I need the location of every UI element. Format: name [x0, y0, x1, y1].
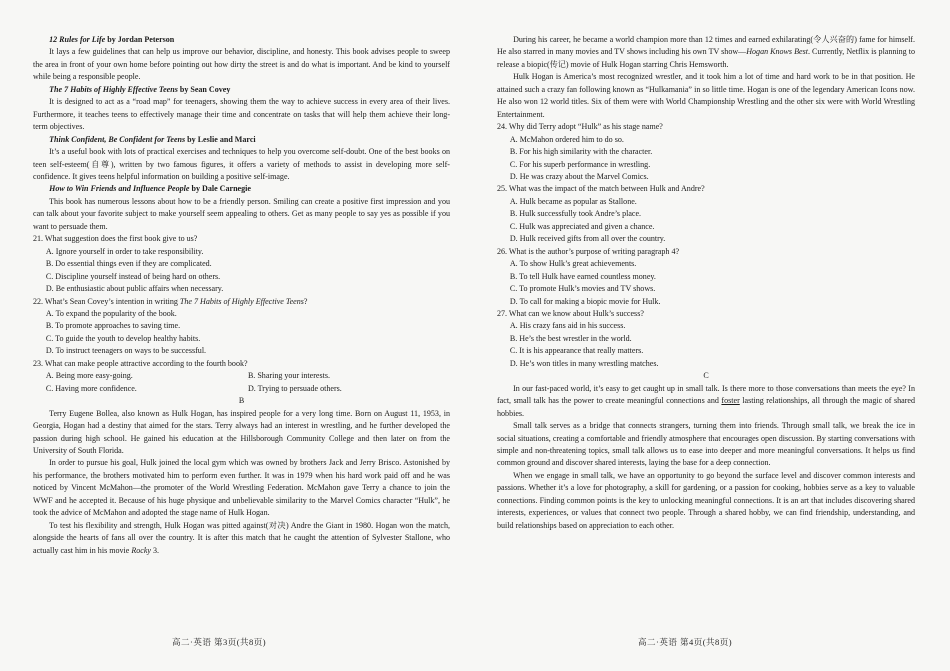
question-22-book: The 7 Habits of Highly Effective Teens	[179, 296, 304, 306]
option-27d: D. He’s won titles in many wrestling matches.	[509, 358, 659, 368]
option-27c: C. It is his appearance that really matters.	[509, 346, 644, 356]
page-footer-left: 高二·英语 第3页(共8页)	[172, 637, 267, 647]
question-21: 21. What suggestion does the first book give to us?	[33, 234, 198, 244]
question-26: 26. What is the author’s purpose of writing paragraph 4?	[497, 246, 680, 256]
passage-b-para2: In order to pursue his goal, Hulk joined the local gym which was owned by brothers Jack and Jerry Brisco. Astonished by his performance, the brothers motivated him to perform even further. It was in 1979 when his hard work paid off and he was noticed by Vincent McMahon—the promoter of the World Wrestling Federation. McMahon gave Terry a chance to join the WWF and he accepted it. Because of his huge physique and unbelievable similarity to the Marvel Comics character “Hulk”, he took the advice of McMahon and adopted the stage name of Hulk Hogan.	[33, 458, 450, 518]
passage-b-para3	[33, 520, 450, 557]
book3-heading	[33, 134, 450, 146]
option-25d: D. Hulk received gifts from all over the country.	[509, 234, 666, 244]
passage-b-para5: Hulk Hogan is America’s most recognized wrestler, and it took him a lot of time and hard work to be in that position. He attained such a crazy fan following known as “Hulkamania” in so little time. Hogan is one of the legendary American Icons now. He also won 12 world titles. Six of them were with World Championship Wrestling and the other six were with World Wrestling Entertainment.	[497, 72, 915, 119]
question-27: 27. What can we know about Hulk’s success?	[497, 308, 644, 318]
passage-b-para4-text: During his career, he became a world champion more than 12 times and earned exhilarating(令人兴奋的) fame for himself. He also starred in many movies and TV shows including his own TV show—	[497, 35, 915, 57]
passage-c-para1-text: In our fast-paced world, it’s easy to get caught up in small talk. Is there more to those conversations than meets the eye? In fact, small talk has the power to create meaningful connections and	[497, 383, 915, 406]
passage-b-para1: Terry Eugene Bollea, also known as Hulk Hogan, has inspired people for a very long time. Born on August 11, 1953, in Georgia, Hogan had a destiny that aimed for the stars. Terry always had an interest in wrestling, and he further developed the passion during high school. He gained his education at the Hillsborough Community College and then later on from the University of South Florida.	[33, 408, 450, 455]
option-24a: A. McMahon ordered him to do so.	[509, 134, 624, 144]
option-26a: A. To show Hulk’s great achievements.	[509, 259, 637, 269]
option-26c: C. To promote Hulk’s movies and TV shows.	[509, 284, 656, 294]
option-24b: B. For his high similarity with the character.	[509, 147, 653, 157]
option-21b: B. Do essential things even if they are complicated.	[45, 259, 212, 269]
book2-author: by Sean Covey	[177, 84, 231, 94]
option-24c: C. For his superb performance in wrestling.	[509, 159, 651, 169]
book2-heading	[33, 84, 450, 96]
option-21a: A. Ignore yourself in order to take responsibility.	[45, 246, 204, 256]
passage-b-para4	[497, 34, 915, 71]
page-footer-right: 高二·英语 第4页(共8页)	[638, 637, 733, 647]
movie-title: Rocky	[131, 545, 151, 555]
option-22a: A. To expand the popularity of the book.	[45, 308, 177, 318]
option-25c: C. Hulk was appreciated and given a chance.	[509, 221, 655, 231]
book2-text: It is designed to act as a “road map” for teenagers, showing them the way to achieve success in every area of their lives. Furthermore, it teaches teens to effectively manage their time and concentrate on tasks that will help them achieve their long-term objectives.	[33, 97, 450, 132]
passage-c-para1	[497, 383, 915, 420]
passage-b-para4-end: . Currently, Netflix is planning to release a biopic(传记) movie of Hulk Hogan starring Chris Hemsworth.	[497, 47, 915, 69]
question-22-text: 22. What’s Sean Covey’s intention in writing	[33, 296, 180, 306]
book3-author: by Leslie and Marci	[185, 134, 256, 144]
option-24d: D. He was crazy about the Marvel Comics.	[509, 171, 649, 181]
book4-heading	[33, 183, 450, 195]
options-23-row2	[33, 383, 450, 395]
option-22c: C. To guide the youth to develop healthy habits.	[45, 333, 201, 343]
left-column	[33, 34, 450, 557]
right-column	[497, 34, 915, 532]
passage-c-para3: When we engage in small talk, we have an opportunity to go beyond the surface level and discover common interests and passions. Whether it’s a love for photography, a skill for gardening, or a passion for cooking, hobbies serve as a key to valuable connections. Finding common points is the key to unlocking meaningful connections. It is an art that includes discovering shared interests, experiences, or values that connect two people. Through a shared hobby, we can find friendship, understanding, and build relationships based on appreciation to each other.	[497, 470, 915, 530]
book4-text: This book has numerous lessons about how to be a friendly person. Smiling can create a positive first impression and you can talk about your favorite subject to make yourself seem appealing to others. Get as many people to say yes as possible if you want to persuade them.	[33, 196, 450, 231]
option-26d: D. To call for making a biopic movie for Hulk.	[509, 296, 661, 306]
book4-author: by Dale Carnegie	[189, 184, 251, 194]
book2-title: The 7 Habits of Highly Effective Teens	[49, 84, 178, 94]
option-23d: D. Trying to persuade others.	[247, 383, 342, 393]
option-22d: D. To instruct teenagers on ways to be successful.	[45, 346, 207, 356]
option-26b: B. To tell Hulk have earned countless money.	[509, 271, 656, 281]
question-25: 25. What was the impact of the match between Hulk and Andre?	[497, 184, 705, 194]
passage-b-para3-text: To test his flexibility and strength, Hulk Hogan was pitted against(对决) Andre the Giant in 1980. Hogan won the match, alongside the hearts of fans all over the country. It is after this match that he caught the attention of Sylvester Stallone, who actually cast him in his movie	[33, 520, 450, 555]
underlined-word-foster: foster	[721, 396, 740, 406]
option-23b: B. Sharing your interests.	[247, 371, 330, 381]
book3-title: Think Confident, Be Confident for Teens	[49, 134, 186, 144]
passage-c-para2: Small talk serves as a bridge that connects strangers, turning them into friends. Through small talk, we break the ice in social situations, creating a comfortable and friendly atmosphere that encourages open discussion. By starting conversations with simple and non-threatening topics, small talk allows us to ease into deeper and more meaningful conversations. It helps us find common ground and discover shared interests, laying the base for a deep connection.	[497, 421, 915, 468]
section-c-heading: C	[703, 371, 709, 381]
option-25b: B. Hulk successfully took Andre’s place.	[509, 209, 642, 219]
book1-title: 12 Rules for Life	[49, 35, 106, 44]
tv-show-title: Hogan Knows Best	[746, 47, 808, 57]
question-24: 24. Why did Terry adopt “Hulk” as his stage name?	[497, 122, 663, 132]
section-b-heading: B	[238, 396, 245, 406]
book1-author: by Jordan Peterson	[105, 35, 175, 44]
options-23-row1	[33, 370, 450, 382]
book1-text: It lays a few guidelines that can help us improve our behavior, discipline, and honesty. This book advises people to sweep the area in front of your own home before pointing out how dirty the street is and do what is important. And be kind to yourself while being a responsible people.	[33, 47, 450, 82]
option-27b: B. He’s the best wrestler in the world.	[509, 333, 632, 343]
passage-c-para1-end: lasting relationships, all through the magic of shared hobbies.	[497, 396, 915, 418]
book3-text: It’s a useful book with lots of practical exercises and techniques to help you overcome self-doubt. One of the best books on teen self-esteem(自尊), written by two famous figures, it offers a variety of methods to assist in developing more self-confidence. It gives teens helpful information on building a positive self-image.	[33, 147, 450, 181]
question-22	[33, 296, 450, 308]
passage-b-para3-end: 3.	[151, 545, 160, 555]
option-23c: C. Having more confidence.	[45, 383, 137, 393]
option-23a: A. Being more easy-going.	[45, 371, 133, 381]
option-21c: C. Discipline yourself instead of being hard on others.	[45, 271, 221, 281]
question-22-end: ?	[303, 296, 308, 306]
option-21d: D. Be enthusiastic about public affairs when necessary.	[45, 284, 224, 294]
book4-title: How to Win Friends and Influence People	[49, 184, 190, 194]
book1-heading	[33, 34, 450, 46]
question-23: 23. What can make people attractive according to the fourth book?	[33, 358, 248, 368]
option-25a: A. Hulk became as popular as Stallone.	[509, 196, 637, 206]
option-27a: A. His crazy fans aid in his success.	[509, 321, 626, 331]
option-22b: B. To promote approaches to saving time.	[45, 321, 181, 331]
